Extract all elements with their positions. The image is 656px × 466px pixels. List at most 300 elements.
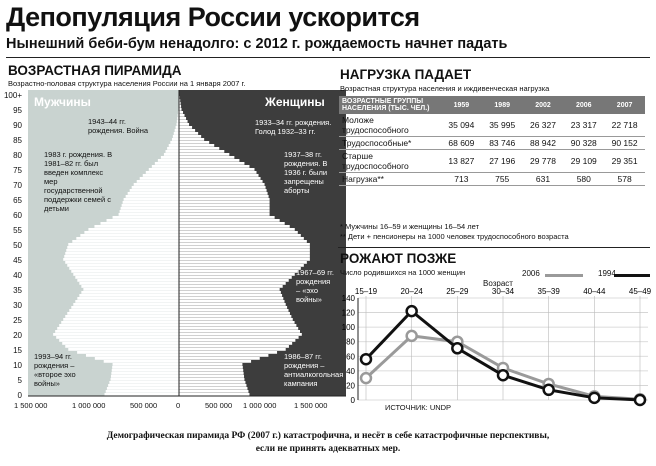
pyramid-bar-men — [79, 282, 179, 285]
pyramid-bar-women — [179, 381, 245, 384]
pyramid-bar-men — [174, 132, 179, 135]
pyramid-bar-women — [179, 390, 248, 393]
pyramid-bar-women — [179, 177, 261, 180]
pyramid-bar-men — [113, 363, 179, 366]
pyramid-bar-men — [77, 279, 179, 282]
header-divider — [6, 57, 650, 58]
pyramid-bar-women — [179, 117, 186, 120]
pyramid-bar-women — [179, 114, 185, 117]
pyramid-age-tick: 55 — [13, 226, 22, 235]
births-ytick: 140 — [341, 294, 355, 303]
births-ytick: 100 — [341, 323, 355, 333]
table-cell: 27 196 — [482, 150, 523, 173]
pyramid-bar-women — [179, 219, 280, 222]
pyramid-bar-women — [179, 216, 275, 219]
births-xtick: 20–24 — [400, 288, 423, 296]
pyramid-bar-men — [73, 303, 179, 306]
pyramid-bar-men — [71, 270, 179, 273]
pyramid-age-tick: 35 — [13, 286, 22, 295]
births-point-2006 — [361, 373, 371, 383]
pyramid-bar-women — [179, 111, 183, 114]
pyramid-bar-women — [179, 342, 292, 345]
pyramid-bar-women — [179, 138, 204, 141]
pyramid-bar-men — [61, 321, 179, 324]
column-header: 2007 — [604, 96, 645, 114]
pyramid-bar-men — [105, 393, 179, 396]
pyramid-bar-women — [179, 153, 229, 156]
pyramid-age-tick: 65 — [13, 196, 22, 205]
table-cell: 23 317 — [563, 114, 604, 137]
pyramid-bar-men — [88, 228, 179, 231]
pyramid-age-tick: 40 — [13, 271, 22, 280]
pyramid-bar-women — [179, 303, 286, 306]
births-point-1994 — [635, 395, 645, 405]
pyramid-bar-women — [179, 141, 209, 144]
pyramid-bar-women — [179, 171, 257, 174]
pyramid-bar-women — [179, 363, 242, 366]
table-cell: 755 — [482, 173, 523, 186]
pyr-xtick: 1 500 000 — [294, 401, 328, 410]
pyramid-bar-women — [179, 126, 192, 129]
legend-label-1994: 1994 — [598, 269, 616, 278]
pyramid-section-title: ВОЗРАСТНАЯ ПИРАМИДА — [8, 63, 182, 78]
pyramid-bar-women — [179, 246, 310, 249]
page-subtitle: Нынешний беби-бум ненадолго: с 2012 г. рождаемость начнет падать — [6, 36, 508, 52]
births-point-1994 — [361, 354, 371, 364]
pyramid-bar-men — [77, 351, 179, 354]
pyramid-age-tick: 15 — [13, 346, 22, 355]
pyramid-bar-men — [134, 183, 179, 186]
table-row — [339, 173, 645, 186]
caption-line-1: Демографическая пирамида РФ (2007 г.) катастрофична, и несёт в себе катастрофичные перспективы, — [106, 431, 550, 441]
pyramid-bar-women — [179, 336, 299, 339]
pyr-xtick: 1 000 000 — [243, 401, 277, 410]
pyramid-bar-women — [179, 357, 260, 360]
births-point-1994 — [452, 343, 462, 353]
pyramid-bar-women — [179, 318, 293, 321]
caption-line-2: если не принять адекватных мер. — [255, 444, 401, 454]
pyramid-bar-women — [179, 234, 301, 237]
pyramid-bar-men — [112, 369, 179, 372]
column-header: 2002 — [523, 96, 564, 114]
pyramid-bar-men — [79, 294, 179, 297]
pyramid-age-tick: 70 — [13, 181, 22, 190]
row-label: Моложе трудоспособного — [339, 114, 441, 137]
pyramid-bar-men — [59, 339, 179, 342]
pyramid-bar-men — [107, 219, 179, 222]
pyramid-bar-men — [68, 243, 179, 246]
table-cell: 22 718 — [604, 114, 645, 137]
pyramid-bar-women — [179, 276, 292, 279]
pyramid-age-tick: 95 — [13, 106, 22, 115]
annotation-1933: 1933–34 гг. рождения. Голод 1932–33 гг. — [255, 118, 332, 136]
pyr-xtick: 1 000 000 — [72, 401, 106, 410]
annotation-1943: 1943–44 гг. рождения. Война — [88, 117, 149, 135]
column-header: 1959 — [441, 96, 482, 114]
pyramid-bar-men — [173, 135, 179, 138]
pyramid-bar-women — [179, 339, 295, 342]
pyramid-bar-men — [65, 252, 179, 255]
pyramid-bar-men — [126, 195, 179, 198]
pyramid-bar-women — [179, 378, 244, 381]
pyramid-bar-men — [59, 324, 179, 327]
annotation-1986: 1986–87 гг. рождения – антиалкогольная кампания — [284, 352, 344, 388]
pyramid-bar-men — [120, 210, 179, 213]
pyramid-bar-men — [122, 204, 179, 207]
pyramid-bar-men — [77, 297, 179, 300]
pyramid-bar-women — [179, 210, 270, 213]
pyramid-bar-women — [179, 201, 270, 204]
annotation-1993: 1993–94 гг. рождения – «второе эхо войны» — [34, 352, 76, 388]
pyramid-bar-men — [65, 261, 179, 264]
table-cell: 580 — [563, 173, 604, 186]
pyramid-bar-men — [62, 342, 179, 345]
births-description: Число родившихся на 1000 женщин — [340, 268, 466, 277]
pyramid-bar-women — [179, 270, 298, 273]
row-label: Старше трудоспособного — [339, 150, 441, 173]
pyramid-bar-women — [179, 351, 277, 354]
pyramid-bar-women — [179, 258, 310, 261]
table-cell: 90 328 — [563, 137, 604, 150]
pyramid-bar-women — [179, 312, 290, 315]
pyramid-bar-women — [179, 180, 263, 183]
pyramid-bar-men — [63, 258, 179, 261]
pyramid-age-tick: 0 — [17, 391, 22, 400]
table-cell: 578 — [604, 173, 645, 186]
pyr-xtick: 0 — [176, 401, 181, 410]
pyramid-bar-men — [111, 378, 179, 381]
pyramid-bar-women — [179, 213, 270, 216]
pyramid-bar-men — [107, 387, 179, 390]
pyramid-bar-women — [179, 255, 310, 258]
pyramid-bar-men — [124, 198, 179, 201]
pyramid-age-tick: 60 — [13, 211, 22, 220]
pyramid-bar-men — [113, 216, 179, 219]
pyr-xtick: 500 000 — [205, 401, 233, 410]
births-ytick: 20 — [346, 381, 355, 391]
births-xtick: 25–29 — [446, 288, 469, 296]
pyramid-bar-men — [166, 150, 179, 153]
pyramid-bar-women — [179, 147, 219, 150]
table-cell: 90 152 — [604, 137, 645, 150]
pyramid-bar-men — [83, 288, 179, 291]
pyramid-bar-women — [179, 195, 269, 198]
pyramid-bar-men — [140, 177, 179, 180]
page-title: Депопуляция России ускорится — [6, 2, 420, 32]
births-ytick: 80 — [346, 337, 355, 347]
pyramid-bar-women — [179, 174, 259, 177]
pyramid-bar-men — [128, 192, 179, 195]
pyramid-bar-women — [179, 375, 244, 378]
pyramid-bar-women — [179, 264, 304, 267]
pyramid-bar-women — [179, 156, 234, 159]
pyramid-bar-women — [179, 327, 298, 330]
pyramid-bar-women — [179, 333, 302, 336]
table-cell: 83 746 — [482, 137, 523, 150]
pyramid-bar-men — [55, 330, 179, 333]
pyramid-bar-women — [179, 120, 188, 123]
pyramid-age-tick: 45 — [13, 256, 22, 265]
pyramid-bar-men — [170, 141, 179, 144]
pyramid-bar-men — [108, 384, 179, 387]
annotation-1967: 1967–69 гг. рождения – «эхо войны» — [296, 268, 334, 304]
table-header-row — [339, 96, 645, 114]
births-ytick: 60 — [346, 352, 355, 362]
births-xlabel: Возраст — [483, 279, 513, 288]
women-label: Женщины — [265, 95, 325, 109]
pyramid-age-axis — [0, 90, 30, 410]
pyramid-bar-women — [179, 273, 295, 276]
births-point-1994 — [498, 370, 508, 380]
pyramid-bar-men — [73, 273, 179, 276]
footnote: ** Дети + пенсионеры на 1000 человек трудоспособного возраста — [340, 232, 569, 241]
pyramid-bar-men — [64, 255, 179, 258]
pyramid-bar-men — [143, 174, 179, 177]
pyramid-bar-men — [67, 264, 179, 267]
pyr-xtick: 1 500 000 — [14, 401, 48, 410]
pyramid-bar-men — [86, 354, 179, 357]
births-point-1994 — [407, 306, 417, 316]
pyramid-bar-men — [111, 375, 179, 378]
pyramid-bar-women — [179, 285, 283, 288]
pyramid-bar-women — [179, 159, 239, 162]
pyramid-bar-men — [67, 312, 179, 315]
pyramid-bar-women — [179, 366, 243, 369]
pyramid-bar-men — [109, 381, 179, 384]
pyramid-bar-men — [167, 147, 179, 150]
pyramid-age-tick: 50 — [13, 241, 22, 250]
pyramid-bar-women — [179, 384, 246, 387]
pyramid-bar-women — [179, 372, 244, 375]
pyramid-bar-men — [111, 372, 179, 375]
pyramid-bar-women — [179, 345, 289, 348]
pyramid-bar-men — [68, 348, 179, 351]
load-table — [339, 96, 645, 186]
pyramid-bar-women — [179, 186, 266, 189]
pyramid-bar-women — [179, 231, 298, 234]
pyramid-bar-women — [179, 144, 214, 147]
pyramid-bar-women — [179, 291, 281, 294]
pyramid-bar-women — [179, 165, 249, 168]
pyramid-bar-women — [179, 348, 286, 351]
table-row — [339, 114, 645, 137]
table-cell: 29 778 — [523, 150, 564, 173]
pyramid-bar-men — [65, 345, 179, 348]
pyramid-bar-women — [179, 132, 198, 135]
pyramid-bar-men — [100, 222, 179, 225]
births-ytick: 40 — [346, 366, 355, 376]
legend-swatch-1994 — [614, 274, 650, 277]
pyramid-bar-men — [149, 168, 179, 171]
pyramid-bar-men — [65, 315, 179, 318]
births-point-2006 — [407, 331, 417, 341]
pyramid-bar-men — [75, 300, 179, 303]
pyramid-bar-men — [69, 309, 179, 312]
pyramid-bar-women — [179, 150, 224, 153]
table-cell: 68 609 — [441, 137, 482, 150]
births-point-1994 — [544, 385, 554, 395]
pyramid-bar-men — [106, 390, 179, 393]
table-cell: 29 109 — [563, 150, 604, 173]
pyramid-bar-men — [158, 159, 179, 162]
pyramid-bar-women — [179, 168, 255, 171]
pyramid-age-tick: 25 — [13, 316, 22, 325]
pyramid-bar-women — [179, 282, 286, 285]
births-line-chart — [338, 288, 652, 412]
pyramid-bar-men — [53, 333, 179, 336]
births-xtick: 30–34 — [491, 288, 515, 296]
pyramid-bar-men — [67, 246, 179, 249]
pyr-xtick: 500 000 — [130, 401, 158, 410]
pyramid-bar-women — [179, 189, 267, 192]
pyramid-bar-women — [179, 300, 284, 303]
column-header: 1989 — [482, 96, 523, 114]
pyramid-bar-women — [179, 315, 291, 318]
table-cell: 35 995 — [482, 114, 523, 137]
load-description: Возрастная структура населения и иждивенческая нагрузка — [340, 84, 550, 93]
births-xtick: 15–19 — [354, 288, 378, 296]
pyramid-bar-women — [179, 330, 300, 333]
pyramid-age-tick: 100+ — [3, 91, 22, 100]
pyramid-bar-men — [146, 171, 179, 174]
pyramid-bar-women — [179, 123, 189, 126]
pyramid-bar-men — [169, 144, 179, 147]
annotation-1983: 1983 г. рождения. В 1981–82 гг. был введен комплекс мер государственной поддержки семей с детьми — [44, 150, 113, 213]
pyramid-bar-men — [95, 357, 179, 360]
pyramid-bar-men — [137, 180, 179, 183]
pyramid-bar-women — [179, 387, 247, 390]
pyramid-bar-women — [179, 243, 310, 246]
pyramid-bar-women — [179, 225, 290, 228]
pyramid-age-tick: 80 — [13, 151, 22, 160]
table-cell: 713 — [441, 173, 482, 186]
table-cell: 35 094 — [441, 114, 482, 137]
pyramid-bar-women — [179, 204, 270, 207]
men-label: Мужчины — [34, 95, 91, 109]
pyramid-bar-women — [179, 279, 289, 282]
table-cell: 26 327 — [523, 114, 564, 137]
pyramid-bar-men — [132, 186, 179, 189]
row-label: Нагрузка** — [339, 173, 441, 186]
pyramid-age-tick: 90 — [13, 121, 22, 130]
births-ytick: 0 — [350, 396, 355, 405]
pyramid-bar-men — [121, 207, 179, 210]
births-xtick: 40–44 — [583, 288, 606, 296]
pyramid-bar-women — [179, 237, 304, 240]
pyramid-age-tick: 75 — [13, 166, 22, 175]
pyramid-bar-women — [179, 252, 310, 255]
pyramid-bar-women — [179, 228, 295, 231]
pyramid-bar-men — [172, 138, 179, 141]
source-label: ИСТОЧНИК: UNDP — [385, 403, 452, 412]
pyramid-bar-women — [179, 129, 195, 132]
pyramid-bar-women — [179, 354, 268, 357]
table-row — [339, 150, 645, 173]
pyramid-bar-women — [179, 369, 243, 372]
pyramid-bar-women — [179, 240, 307, 243]
pyramid-bar-women — [179, 294, 282, 297]
pyramid-bar-men — [63, 318, 179, 321]
pyramid-bar-men — [176, 126, 179, 129]
births-xtick: 45–49 — [628, 288, 652, 296]
pyramid-bar-men — [175, 129, 179, 132]
table-cell: 29 351 — [604, 150, 645, 173]
table-cell: 88 942 — [523, 137, 564, 150]
pyramid-bar-men — [57, 327, 179, 330]
pyramid-bar-men — [84, 231, 179, 234]
pyramid-bar-women — [179, 360, 251, 363]
table-cell: 631 — [523, 173, 564, 186]
pyramid-bar-women — [179, 393, 249, 396]
births-section-title: РОЖАЮТ ПОЗЖЕ — [340, 251, 457, 266]
pyramid-bar-men — [123, 201, 179, 204]
pyramid-bar-women — [179, 267, 301, 270]
pyramid-bar-women — [179, 249, 310, 252]
load-section-title: НАГРУЗКА ПАДАЕТ — [340, 67, 472, 82]
pyramid-description: Возрастно-половая структура населения России на 1 января 2007 г. — [8, 79, 246, 88]
pyramid-bar-women — [179, 192, 268, 195]
pyramid-bar-women — [179, 207, 270, 210]
births-point-1994 — [589, 393, 599, 403]
pyramid-bar-women — [179, 198, 270, 201]
pyramid-bar-men — [76, 237, 179, 240]
annotation-1937: 1937–38 гг. рождения. В 1936 г. были запрещены аборты — [284, 150, 328, 195]
pyramid-bar-women — [179, 306, 287, 309]
births-divider — [338, 247, 650, 248]
births-xtick: 35–39 — [537, 288, 560, 296]
pyramid-bar-women — [179, 321, 295, 324]
pyramid-bar-men — [75, 276, 179, 279]
column-header: 2006 — [563, 96, 604, 114]
pyramid-age-tick: 10 — [13, 361, 22, 370]
table-cell: 13 827 — [441, 150, 482, 173]
pyramid-bar-women — [179, 288, 280, 291]
legend-swatch-2006 — [545, 274, 583, 277]
pyramid-bar-women — [179, 324, 296, 327]
pyramid-bar-men — [152, 165, 179, 168]
column-header: ВОЗРАСТНЫЕ ГРУППЫ НАСЕЛЕНИЯ (ТЫС. ЧЕЛ.) — [339, 96, 441, 114]
pyramid-age-tick: 30 — [13, 301, 22, 310]
pyramid-age-tick: 5 — [17, 376, 22, 385]
pyramid-bar-men — [164, 153, 179, 156]
pyramid-bar-women — [179, 261, 307, 264]
pyramid-bar-women — [179, 162, 244, 165]
pyramid-bar-men — [69, 267, 179, 270]
pyramid-bar-men — [71, 306, 179, 309]
pyramid-bar-women — [179, 183, 265, 186]
pyramid-bar-men — [155, 162, 179, 165]
pyramid-bar-men — [80, 234, 179, 237]
pyramid-bar-men — [72, 240, 179, 243]
pyramid-bar-men — [81, 285, 179, 288]
pyramid-bar-women — [179, 297, 283, 300]
pyramid-age-tick: 20 — [13, 331, 22, 340]
pyramid-bar-men — [119, 213, 179, 216]
pyramid-bar-men — [66, 249, 179, 252]
pyramid-bar-women — [179, 309, 289, 312]
pyramid-bar-men — [56, 336, 179, 339]
footnote: * Мужчины 16–59 и женщины 16–54 лет — [340, 222, 480, 231]
pyramid-bar-women — [179, 222, 285, 225]
pyramid-bar-men — [94, 225, 179, 228]
table-row — [339, 137, 645, 150]
legend-label-2006: 2006 — [522, 269, 540, 278]
pyramid-bar-men — [161, 156, 179, 159]
pyramid-bar-men — [112, 366, 179, 369]
pyramid-age-tick: 85 — [13, 136, 22, 145]
pyramid-bar-men — [104, 360, 179, 363]
births-ytick: 120 — [341, 308, 355, 318]
